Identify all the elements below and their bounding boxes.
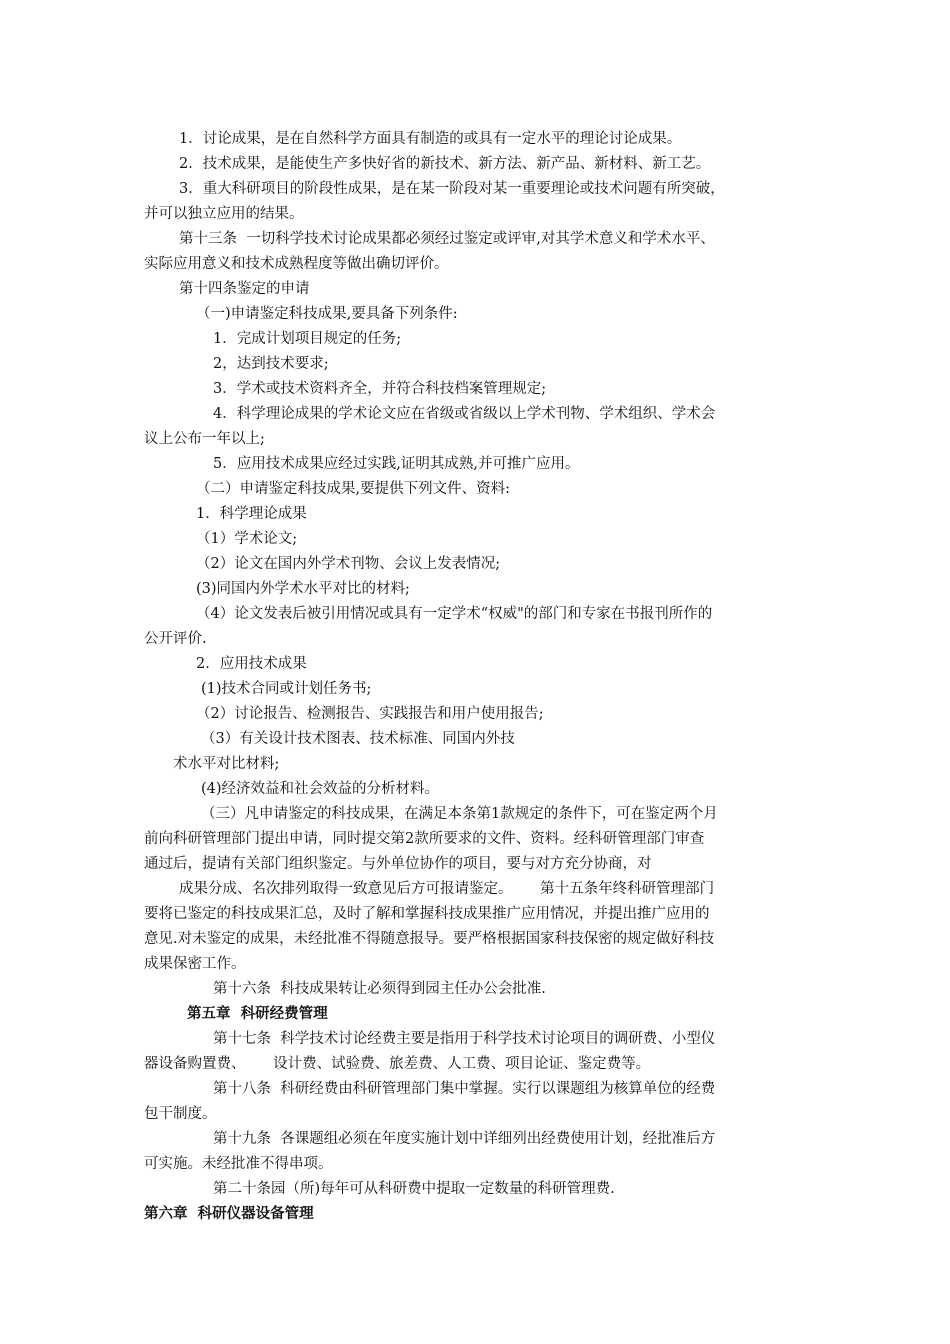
text-line: 成果保密工作。: [144, 956, 246, 972]
text-line: （3）有关设计技术图表、技术标准、同国内外技: [201, 731, 515, 747]
text-line: 第十八条 科研经费由科研管理部门集中掌握。实行以课题组为核算单位的经费: [213, 1081, 716, 1097]
text-line: 要将已鉴定的科技成果汇总，及时了解和掌握科技成果推广应用情况，并提出推广应用的: [144, 906, 710, 922]
text-line: （2）论文在国内外学术刊物、会议上发表情况;: [196, 556, 501, 572]
text-line: 意见.对未鉴定的成果，未经批准不得随意报导。要严格根据国家科技保密的规定做好科技: [144, 931, 715, 947]
text-line: 器设备购置费、 设计费、试验费、旅差费、人工费、项目论证、鉴定费等。: [144, 1056, 651, 1072]
text-line: 术水平对比材料;: [173, 756, 280, 772]
text-line: 1．讨论成果，是在自然科学方面具有制造的或具有一定水平的理论讨论成果。: [179, 131, 682, 147]
text-line: 包干制度。: [144, 1106, 217, 1122]
text-line: 第十七条 科学技术讨论经费主要是指用于科学技术讨论项目的调研费、小型仪: [213, 1031, 716, 1047]
text-line: （2）讨论报告、检测报告、实践报告和用户使用报告;: [196, 706, 544, 722]
text-line: （一)申请鉴定科技成果,要具备下列条件:: [196, 306, 458, 322]
text-line: 第二十条园（所)每年可从科研费中提取一定数量的科研管理费.: [213, 1181, 615, 1197]
text-line: 第十四条鉴定的申请: [179, 281, 310, 297]
text-line: 可实施。未经批准不得串项。: [144, 1156, 333, 1172]
text-line: 通过后，提请有关部门组织鉴定。与外单位协作的项目，要与对方充分协商，对: [144, 856, 652, 872]
text-line: 并可以独立应用的结果。: [144, 206, 304, 222]
text-line: (4)经济效益和社会效益的分析材料。: [201, 781, 440, 797]
text-line: 第十九条 各课题组必须在年度实施计划中详细列出经费使用计划，经批准后方: [213, 1131, 716, 1147]
text-line: （1）学术论文;: [196, 531, 298, 547]
text-line: 1．完成计划项目规定的任务;: [213, 331, 402, 347]
text-line: 2．应用技术成果: [196, 656, 307, 672]
text-line: 第十六条 科技成果转让必须得到园主任办公会批准.: [213, 981, 546, 997]
text-line: 1．科学理论成果: [196, 506, 307, 522]
text-line: 2．技术成果，是能使生产多快好省的新技术、新方法、新产品、新材料、新工艺。: [179, 156, 711, 172]
chapter-heading: 第六章 科研仪器设备管理: [144, 1205, 314, 1222]
text-line: 5．应用技术成果应经过实践,证明其成熟,并可推广应用。: [213, 456, 580, 472]
text-line: （三）凡申请鉴定的科技成果，在满足本条第1款规定的条件下，可在鉴定两个月: [201, 806, 718, 822]
text-line: 实际应用意义和技术成熟程度等做出确切评价。: [144, 256, 449, 272]
text-line: （二）申请鉴定科技成果,要提供下列文件、资料:: [196, 481, 510, 497]
text-line: 议上公布一年以上;: [144, 431, 265, 447]
text-line: 成果分成、名次排列取得一致意见后方可报请鉴定。 第十五条年终科研管理部门: [179, 881, 715, 897]
text-line: 3．重大科研项目的阶段性成果，是在某一阶段对某一重要理论或技术问题有所突破，: [179, 181, 725, 197]
text-line: (3)同国内外学术水平对比的材料;: [196, 581, 410, 597]
text-line: （4）论文发表后被引用情况或具有一定学术“权威"的部门和专家在书报刊所作的: [196, 606, 713, 622]
text-line: 2，达到技术要求;: [213, 356, 329, 372]
text-line: (1)技术合同或计划任务书;: [201, 681, 372, 697]
text-line: 公开评价.: [144, 631, 207, 647]
text-line: 前向科研管理部门提出申请，同时提交第2款所要求的文件、资料。经科研管理部门审查: [144, 831, 705, 847]
text-line: 第十三条 一切科学技术讨论成果都必须经过鉴定或评审,对其学术意义和学术水平、: [179, 231, 715, 247]
text-line: 3．学术或技术资料齐全，并符合科技档案管理规定;: [213, 381, 547, 397]
text-line: 4．科学理论成果的学术论文应在省级或省级以上学术刊物、学术组织、学术会: [213, 406, 716, 422]
chapter-heading: 第五章 科研经费管理: [187, 1005, 328, 1022]
